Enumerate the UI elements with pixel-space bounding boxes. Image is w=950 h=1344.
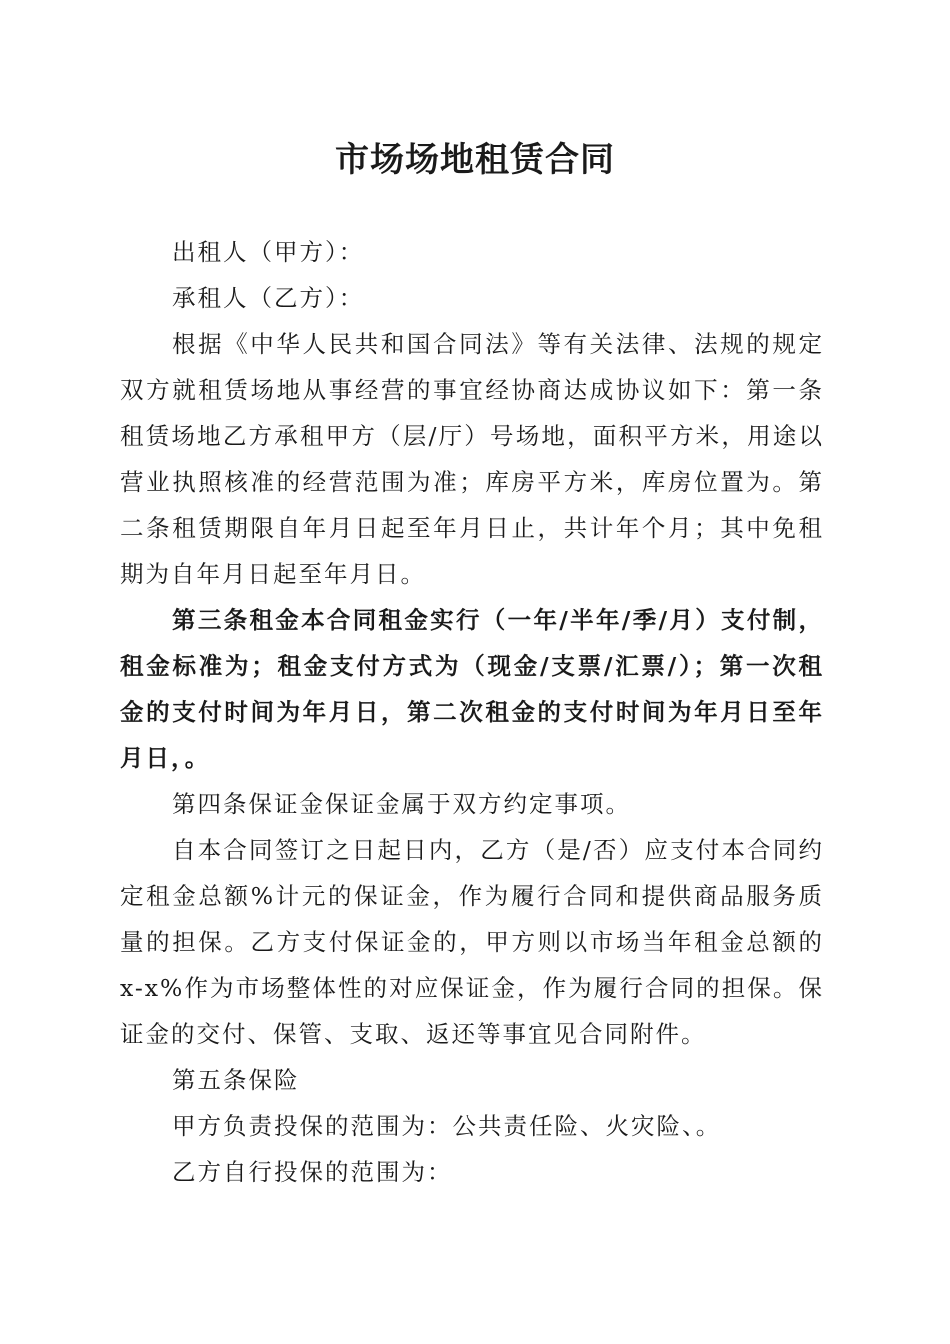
lessee-line: 承租人（乙方）：: [172, 284, 365, 312]
lessor-insurance-line: 甲方负责投保的范围为：公共责任险、火灾险、。: [172, 1112, 722, 1140]
deposit-paragraph: 自本合同签订之日起日内，乙方（是/否）应支付本合同约定租金总额%计元的保证金，作为履行合同和提供商品服务质量的担保。乙方支付保证金的，甲方则以市场当年租金总额的x-x%作为市场整体性的对应保证金，作为履行合同的担保。保证金的交付、保管、支取、返还等事宜见合同附件。: [120, 836, 824, 1048]
article-3-rent-paragraph: 第三条租金本合同租金实行（一年/半年/季/月）支付制，租金标准为；租金支付方式为（现金/支票/汇票/）；第一次租金的支付时间为年月日，第二次租金的支付时间为年月日至年月日，。: [120, 606, 824, 772]
lessee-insurance-line: 乙方自行投保的范围为：: [172, 1158, 453, 1186]
document-title: 市场场地租赁合同: [335, 140, 615, 180]
document-body: [120, 229, 824, 1195]
article-5-heading: 第五条保险: [172, 1066, 300, 1094]
article-4-heading: 第四条保证金保证金属于双方约定事项。: [172, 790, 631, 818]
preamble-paragraph: 根据《中华人民共和国合同法》等有关法律、法规的规定双方就租赁场地从事经营的事宜经协商达成协议如下：第一条租赁场地乙方承租甲方（层/厅）号场地，面积平方米，用途以营业执照核准的经营范围为准；库房平方米，库房位置为。第二条租赁期限自年月日起至年月日止，共计年个月；其中免租期为自年月日起至年月日。: [120, 330, 824, 588]
lessor-line: 出租人（甲方）：: [172, 238, 365, 266]
